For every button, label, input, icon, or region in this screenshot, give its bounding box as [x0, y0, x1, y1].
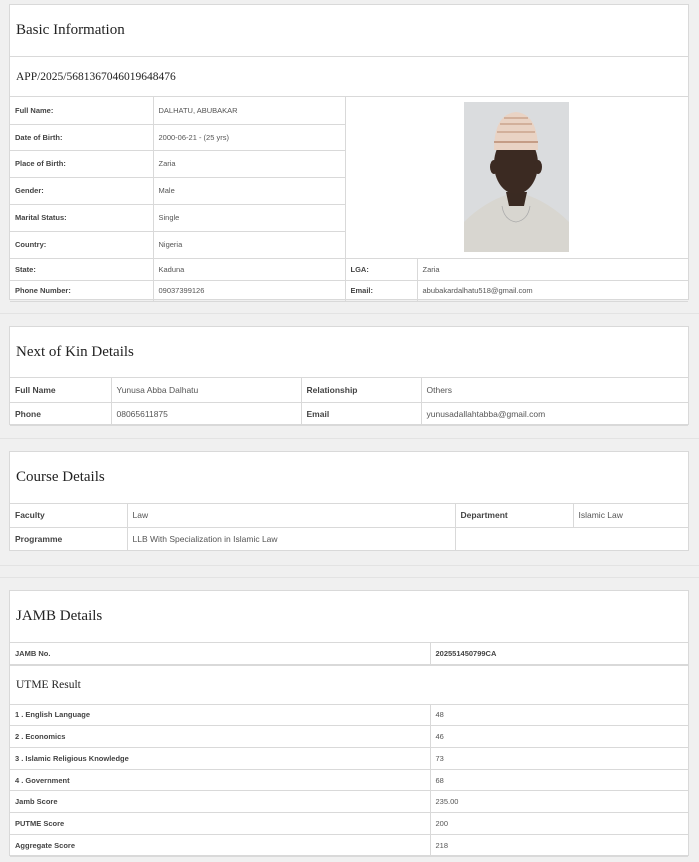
email-label: Email: [345, 280, 417, 301]
application-number: APP/2025/5681367046019648476 [10, 57, 688, 97]
phone-value: 09037399126 [153, 280, 345, 301]
kin-phone-label: Phone [10, 402, 111, 425]
gender-value: Male [153, 177, 345, 204]
full-name-value: DALHATU, ABUBAKAR [153, 97, 345, 124]
table-row [10, 527, 688, 550]
next-of-kin-title: Next of Kin Details [10, 327, 688, 378]
subject-label: 4 . Government [10, 770, 430, 791]
jamb-no-value: 202551450799CA [430, 643, 688, 664]
putme-score-value: 200 [430, 813, 688, 835]
dob-label: Date of Birth: [10, 124, 153, 150]
applicant-photo [464, 102, 569, 252]
course-details-table [10, 504, 688, 551]
empty-cell [455, 527, 688, 550]
marital-status-label: Marital Status: [10, 204, 153, 231]
kin-email-value: yunusadallahtabba@gmail.com [421, 402, 688, 425]
table-row [10, 378, 688, 402]
aggregate-score-value: 218 [430, 835, 688, 857]
jamb-score-label: Jamb Score [10, 791, 430, 813]
utme-result-table [10, 705, 688, 858]
lga-value: Zaria [417, 258, 688, 280]
divider [0, 313, 699, 314]
full-name-label: Full Name: [10, 97, 153, 124]
basic-information-card [9, 4, 689, 300]
kin-email-label: Email [301, 402, 421, 425]
next-of-kin-card [9, 326, 689, 425]
country-label: Country: [10, 231, 153, 258]
table-row [10, 791, 688, 813]
subject-label: 3 . Islamic Religious Knowledge [10, 748, 430, 770]
next-of-kin-table [10, 378, 688, 426]
table-row [10, 402, 688, 425]
subject-label: 1 . English Language [10, 705, 430, 726]
email-value: abubakardalhatu518@gmail.com [417, 280, 688, 301]
phone-label: Phone Number: [10, 280, 153, 301]
state-value: Kaduna [153, 258, 345, 280]
jamb-details-title: JAMB Details [10, 591, 688, 643]
table-row [10, 504, 688, 527]
jamb-details-card [9, 590, 689, 856]
department-label: Department [455, 504, 573, 527]
divider [0, 565, 699, 566]
lga-label: LGA: [345, 258, 417, 280]
faculty-value: Law [127, 504, 455, 527]
table-row [10, 748, 688, 770]
course-details-card [9, 451, 689, 551]
table-row [10, 258, 688, 280]
department-value: Islamic Law [573, 504, 688, 527]
table-row [10, 726, 688, 748]
table-row [10, 97, 688, 124]
jamb-score-value: 235.00 [430, 791, 688, 813]
table-row [10, 813, 688, 835]
aggregate-score-label: Aggregate Score [10, 835, 430, 857]
jamb-no-label: JAMB No. [10, 643, 430, 664]
table-row [10, 705, 688, 726]
kin-name-label: Full Name [10, 378, 111, 402]
subject-label: 2 . Economics [10, 726, 430, 748]
basic-information-title: Basic Information [10, 5, 688, 57]
subject-score: 46 [430, 726, 688, 748]
kin-relationship-label: Relationship [301, 378, 421, 402]
faculty-label: Faculty [10, 504, 127, 527]
state-label: State: [10, 258, 153, 280]
photo-cell [345, 97, 688, 258]
kin-phone-value: 08065611875 [111, 402, 301, 425]
divider [0, 438, 699, 439]
utme-result-title: UTME Result [10, 665, 688, 705]
gender-label: Gender: [10, 177, 153, 204]
subject-score: 68 [430, 770, 688, 791]
kin-relationship-value: Others [421, 378, 688, 402]
subject-score: 48 [430, 705, 688, 726]
divider [0, 577, 699, 578]
programme-label: Programme [10, 527, 127, 550]
country-value: Nigeria [153, 231, 345, 258]
programme-value: LLB With Specialization in Islamic Law [127, 527, 455, 550]
course-details-title: Course Details [10, 452, 688, 504]
place-of-birth-value: Zaria [153, 150, 345, 177]
jamb-number-table [10, 643, 688, 665]
putme-score-label: PUTME Score [10, 813, 430, 835]
subject-score: 73 [430, 748, 688, 770]
basic-info-table [10, 97, 688, 302]
kin-name-value: Yunusa Abba Dalhatu [111, 378, 301, 402]
table-row [10, 280, 688, 301]
marital-status-value: Single [153, 204, 345, 231]
table-row [10, 770, 688, 791]
table-row [10, 835, 688, 857]
place-of-birth-label: Place of Birth: [10, 150, 153, 177]
dob-value: 2000-06-21 - (25 yrs) [153, 124, 345, 150]
table-row [10, 643, 688, 664]
